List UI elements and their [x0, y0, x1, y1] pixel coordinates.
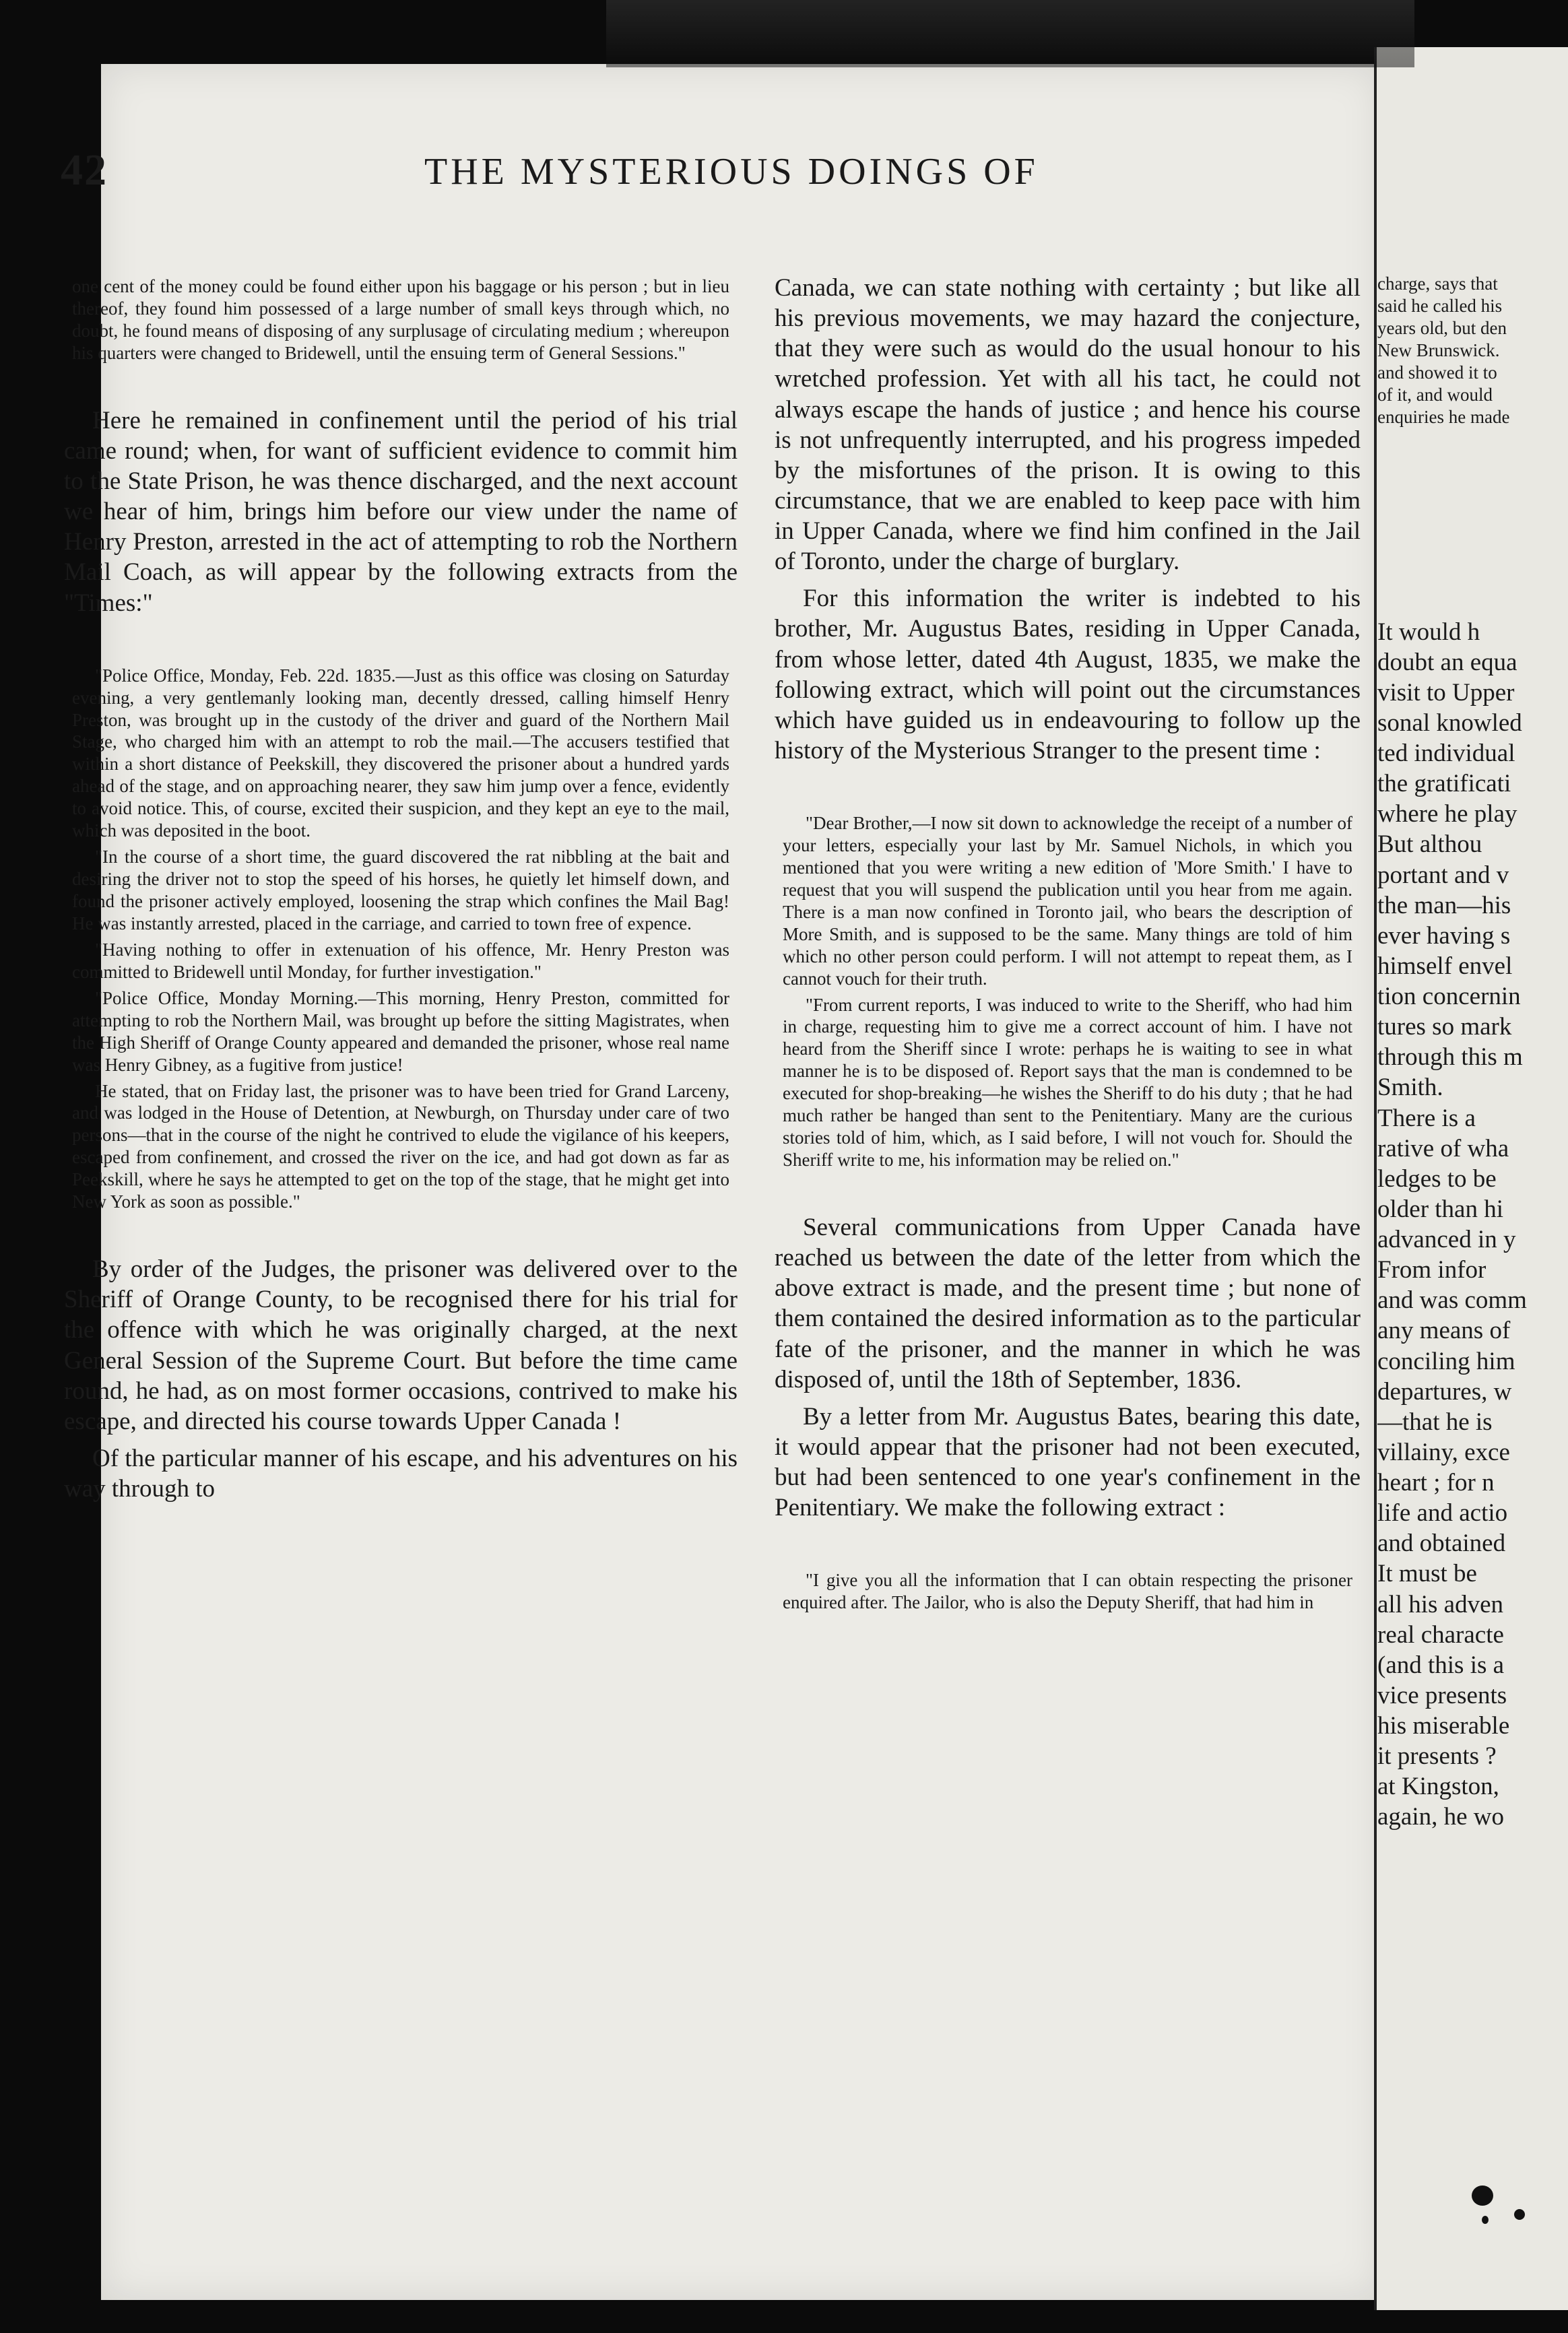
fragment-line: ledges to be — [1377, 1164, 1497, 1193]
fragment-line: (and this is a — [1377, 1651, 1505, 1679]
fragment-line: tures so mark — [1377, 1013, 1512, 1041]
fragment-line: —that he is — [1377, 1408, 1493, 1436]
fragment-line: years old, but den — [1377, 317, 1507, 338]
paragraph: By a letter from Mr. Augustus Bates, bearing this date, it would appear that the prisoner had not been executed, but had been sentenced to one year's confinement in the Penitentiary. We make the following extract : — [775, 1402, 1361, 1522]
right-column-fragment — [1377, 273, 1568, 1833]
paragraph: Several communications from Upper Canada have reached us between the date of the letter from which the above extract is made, and the present time ; but none of them contained the desired information as to the particular fate of the prisoner, and the manner in which he was disposed of, until the 18th of September, 1836. — [775, 1214, 1361, 1393]
paragraph: Of the particular manner of his escape, and his adventures on his way through to — [64, 1444, 738, 1503]
fragment-line: There is a — [1377, 1104, 1476, 1132]
fragment-line: tion concernin — [1377, 983, 1521, 1011]
ink-blot — [1472, 2186, 1493, 2206]
fragment-line: ted individual — [1377, 740, 1515, 768]
fragment-line: ever having s — [1377, 921, 1511, 950]
fragment-line: it presents ? — [1377, 1742, 1497, 1771]
fragment-line: at Kingston, — [1377, 1773, 1499, 1801]
fragment-line: said he called his — [1377, 295, 1503, 316]
fragment-line: rative of wha — [1377, 1134, 1509, 1162]
page-number: 42 — [61, 145, 108, 195]
fragment-line: all his adven — [1377, 1590, 1504, 1618]
paragraph: For this information the writer is indebted to his brother, Mr. Augustus Bates, residing in Upper Canada, from whose letter, dated 4th August, 1835, we make the following extract, which will point out the circumstances which have guided us in endeavouring to follow up the history of the Mysterious Stranger to the present time : — [775, 585, 1361, 764]
quoted-extract: "Police Office, Monday, Feb. 22d. 1835.—Just as this office was closing on Saturday evening, a very gentlemanly looking man, decently dressed, calling himself Henry Preston, was brought up in the custody of the driver and guard of the Northern Mail Stage, who charged him with an attempt to rob the mail.—The accusers testified that within a short distance of Peekskill, they discovered the prisoner about a hundred yards ahead of the stage, and on approaching nearer, they saw him jump over a fence, evidently to avoid notice. This, of course, excited their suspicion, and they kept an eye to the mail, which was deposited in the boot. — [72, 665, 729, 841]
paragraph: By order of the Judges, the prisoner was delivered over to the Sheriff of Orange County, to be recognised there for his trial for the offence with which he was originally charged, at the next General Session of the Supreme Court. But before the time came round, he had, as on most former occasions, contrived to make his escape, and directed his course towards Upper Canada ! — [64, 1255, 738, 1435]
left-column — [64, 273, 738, 1511]
quoted-extract: He stated, that on Friday last, the prisoner was to have been tried for Grand Larceny, and was lodged in the House of Detention, at Newburgh, on Thursday under care of two persons—that in the course of the night he contrived to elude the vigilance of his keepers, escaped from confinement, and crossed the river on the ice, and had got down as far as Peekskill, where he says he attempted to get on the top of the stage, that he might get into New York as soon as possible." — [72, 1080, 729, 1212]
fragment-line: heart ; for n — [1377, 1469, 1495, 1497]
fragment-line: departures, w — [1377, 1377, 1512, 1406]
fragment-line: But althou — [1377, 830, 1482, 859]
fragment-line: charge, says that — [1377, 273, 1498, 294]
right-fragment-top — [1377, 273, 1568, 428]
quoted-extract: one cent of the money could be found either upon his baggage or his person ; but in lieu thereof, they found him possessed of a large number of small keys through which, no doubt, he found means of disposing of any surplusage of circulating medium ; whereupon his quarters were changed to Bridewell, until the ensuing term of General Sessions." — [72, 276, 729, 363]
fragment-line: portant and v — [1377, 861, 1509, 889]
fragment-line: enquiries he made — [1377, 406, 1510, 427]
fragment-line: his miserable — [1377, 1712, 1510, 1740]
paragraph: Here he remained in confinement until the period of his trial came round; when, for want of sufficient evidence to commit him to the State Prison, he was thence discharged, and the next account we hear of him, brings him before our view under the name of Henry Preston, arrested in the act of attempting to rob the Northern Mail Coach, as will appear by the following extracts from the "Times:" — [64, 406, 738, 617]
fragment-line: sonal knowled — [1377, 709, 1522, 737]
fragment-line: where he play — [1377, 800, 1517, 828]
quoted-extract: "Having nothing to offer in extenuation of his offence, Mr. Henry Preston was committed to Bridewell until Monday, for further investigation." — [72, 939, 729, 982]
quoted-extract: "Dear Brother,—I now sit down to acknowledge the receipt of a number of your letters, especially your last by Mr. Samuel Nichols, in which you mentioned that you were writing a new edition of 'More Smith.' I have to request that you will suspend the publication until you hear from me again. There is a man now confined in Toronto jail, who bears the description of More Smith, and is supposed to be the same. Many things are told of him which no other person could perform. I will not attempt to repeat them, as I cannot vouch for their truth. — [783, 813, 1352, 989]
fragment-line: and obtained — [1377, 1530, 1506, 1558]
middle-column — [775, 273, 1361, 1618]
fragment-line: through this m — [1377, 1043, 1523, 1072]
quoted-extract: "In the course of a short time, the guard discovered the rat nibbling at the bait and desiring the driver not to stop the speed of his horses, he quietly let himself down, and found the prisoner actively employed, loosening the strap which confines the Mail Bag! He was instantly arrested, placed in the carriage, and carried to town free of expence. — [72, 847, 729, 933]
fragment-line: real characte — [1377, 1620, 1504, 1649]
fragment-line: visit to Upper — [1377, 678, 1515, 707]
fragment-line: advanced in y — [1377, 1226, 1516, 1254]
fragment-line: and was comm — [1377, 1286, 1527, 1315]
quoted-extract: "From current reports, I was induced to write to the Sheriff, who had him in charge, requesting him to give me a correct account of him. I have not heard from the Sheriff since I wrote: perhaps he is waiting to see in what manner he is to be disposed of. Report says that the man is condemned to be executed for shop-breaking—he wishes the Sheriff to do his duty ; that he had much rather be hanged than sent to the Penitentiary. Many are the curious stories told of him, which, as I said before, I will not vouch for. Should the Sheriff write to me, his information may be relied on." — [783, 994, 1352, 1171]
fragment-line: Smith. — [1377, 1074, 1443, 1102]
quoted-extract: "I give you all the information that I can obtain respecting the prisoner enquired after. The Jailor, who is also the Deputy Sheriff, that had him in — [783, 1570, 1352, 1613]
scan-top-shadow — [606, 0, 1414, 67]
fragment-line: doubt an equa — [1377, 648, 1517, 676]
fragment-line: It must be — [1377, 1560, 1477, 1588]
fragment-line: any means of — [1377, 1317, 1511, 1345]
fragment-line: villainy, exce — [1377, 1438, 1510, 1466]
fragment-line: the man—his — [1377, 891, 1511, 919]
running-title: THE MYSTERIOUS DOINGS OF — [424, 151, 1039, 193]
ink-blot — [1514, 2209, 1525, 2220]
quoted-extract: "Police Office, Monday Morning.—This morning, Henry Preston, committed for attempting to rob the Northern Mail, was brought up before the sitting Magistrates, when the High Sheriff of Orange County appeared and demanded the prisoner, whose real name was Henry Gibney, as a fugitive from justice! — [72, 987, 729, 1075]
fragment-line: New Brunswick. — [1377, 339, 1500, 360]
paragraph: Canada, we can state nothing with certainty ; but like all his previous movements, we may hazard the conjecture, that they were such as would do the usual honour to his wretched profession. Yet with all his tact, he could not always escape the hands of justice ; and hence his course is not unfrequently interrupted, and his progress impeded by the misfortunes of the prison. It is owing to this circumstance, that we are enabled to keep pace with him in Upper Canada, where we find him confined in the Jail of Toronto, under the charge of burglary. — [775, 274, 1361, 576]
fragment-line: himself envel — [1377, 952, 1513, 980]
fragment-line: the gratificati — [1377, 770, 1511, 798]
fragment-line: It would h — [1377, 618, 1480, 646]
fragment-line: vice presents — [1377, 1681, 1507, 1709]
fragment-line: again, he wo — [1377, 1803, 1505, 1831]
fragment-line: life and actio — [1377, 1499, 1508, 1527]
fragment-line: From infor — [1377, 1256, 1487, 1284]
ink-blot — [1482, 2216, 1489, 2224]
page-header — [61, 145, 1280, 212]
fragment-line: and showed it to — [1377, 362, 1497, 383]
right-fragment-body — [1377, 617, 1568, 1833]
fragment-line: conciling him — [1377, 1347, 1515, 1375]
fragment-line: older than hi — [1377, 1195, 1504, 1223]
fragment-line: of it, and would — [1377, 384, 1493, 405]
